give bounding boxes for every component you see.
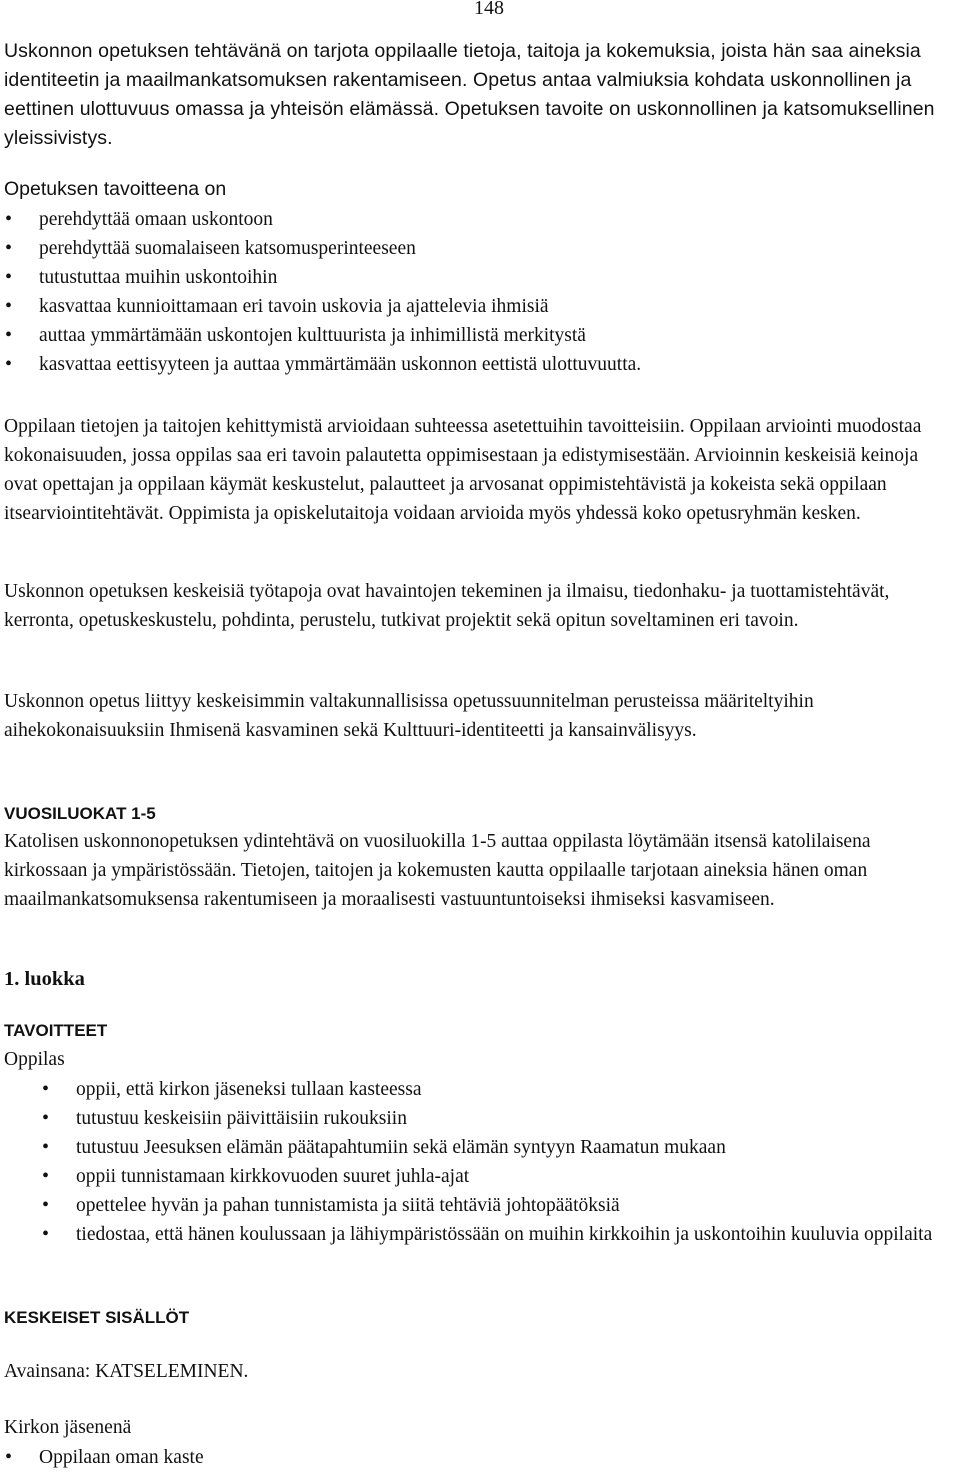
objectives-heading: TAVOITTEET (4, 1021, 108, 1040)
contents-heading: KESKEISET SISÄLLÖT (4, 1308, 190, 1327)
objectives-lead: Oppilas (4, 1049, 65, 1070)
goals-section (4, 175, 641, 379)
list-item: • Oppilaan oman kaste (4, 1443, 204, 1472)
objectives-section (4, 1019, 958, 1249)
page-number: 148 (474, 0, 504, 19)
list-item: • tiedostaa, että hänen koulussaan ja lähiympäristössään on muihin kirkkoihin ja uskontoihin kuuluvia oppilaita (4, 1220, 958, 1249)
list-item: • auttaa ymmärtämään uskontojen kulttuurista ja inhimillistä merkitystä (4, 321, 641, 350)
contents-section (4, 1413, 204, 1472)
list-item: • opettelee hyvän ja pahan tunnistamista ja siitä tehtäviä johtopäätöksiä (4, 1191, 958, 1220)
list-item: • tutustuttaa muihin uskontoihin (4, 263, 641, 292)
objectives-list (4, 1075, 958, 1249)
grades-section (4, 802, 956, 914)
grades-paragraph: Katolisen uskonnonopetuksen ydintehtävä on vuosiluokilla 1-5 auttaa oppilasta löytämään itsensä katolilaisena kirkossaan ja ympäristössään. Tietojen, taitojen ja kokemusten kautta oppilaalle tarjotaan aineksia hänen oman maailmankatsomuksensa rakentumiseen ja moraalisesti vastuuntuntoiseksi ihmiseksi kasvamiseen. (4, 831, 871, 910)
list-item: • kasvattaa kunnioittamaan eri tavoin uskovia ja ajattelevia ihmisiä (4, 292, 641, 321)
keyword-line: Avainsana: KATSELEMINEN. (4, 1361, 249, 1382)
methods-paragraph: Uskonnon opetuksen keskeisiä työtapoja ovat havaintojen tekeminen ja ilmaisu, tiedonhaku- ja tuottamistehtävät, kerronta, opetuskeskustelu, pohdinta, perustelu, tutkivat projektit sekä opitun soveltaminen eri tavoin. (4, 581, 890, 631)
assessment-paragraph: Oppilaan tietojen ja taitojen kehittymistä arvioidaan suhteessa asetettuihin tavoitteisiin. Oppilaan arviointi muodostaa kokonaisuuden, jossa oppilas saa eri tavoin palautetta oppimisestaan ja edistymisestään. Arvioinnin keskeisiä keinoja ovat opettajan ja oppilaan käymät keskustelut, palautteet ja arvosanat oppimistehtävistä ja kokeista sekä oppilaan itsearviointitehtävät. Oppimista ja opiskelutaitoja voidaan arvioida myös yhdessä koko opetusryhmän kesken. (4, 416, 922, 524)
themes-paragraph: Uskonnon opetus liittyy keskeisimmin valtakunnallisissa opetussuunnitelman perusteissa määriteltyihin aihekokonaisuuksiin Ihmisenä kasvaminen sekä Kulttuuri-identiteetti ja kansainvälisyys. (4, 691, 814, 741)
goals-list (4, 205, 641, 379)
contents-subheading: Kirkon jäsenenä (4, 1417, 132, 1438)
list-item: • oppii tunnistamaan kirkkovuoden suuret juhla-ajat (4, 1162, 958, 1191)
list-item: • tutustuu keskeisiin päivittäisiin rukouksiin (4, 1104, 958, 1133)
list-item: • tutustuu Jeesuksen elämän päätapahtumiin sekä elämän syntyyn Raamatun mukaan (4, 1133, 958, 1162)
contents-list (4, 1443, 204, 1472)
list-item: • kasvattaa eettisyyteen ja auttaa ymmärtämään uskonnon eettistä ulottuvuutta. (4, 350, 641, 379)
list-item: • perehdyttää omaan uskontoon (4, 205, 641, 234)
list-item: • perehdyttää suomalaiseen katsomusperinteeseen (4, 234, 641, 263)
list-item: • oppii, että kirkon jäseneksi tullaan kasteessa (4, 1075, 958, 1104)
goals-title: Opetuksen tavoitteena on (4, 178, 227, 200)
grades-heading: VUOSILUOKAT 1-5 (4, 804, 156, 823)
intro-paragraph: Uskonnon opetuksen tehtävänä on tarjota oppilaalle tietoja, taitoja ja kokemuksia, joista hän saa aineksia identiteetin ja maailmankatsomuksen rakentamiseen. Opetus antaa valmiuksia kohdata uskonnollinen ja eettinen ulottuvuus omassa ja yhteisön elämässä. Opetuksen tavoite on uskonnollinen ja katsomuksellinen yleissivistys. (4, 40, 935, 149)
grade-title: 1. luokka (4, 968, 85, 990)
